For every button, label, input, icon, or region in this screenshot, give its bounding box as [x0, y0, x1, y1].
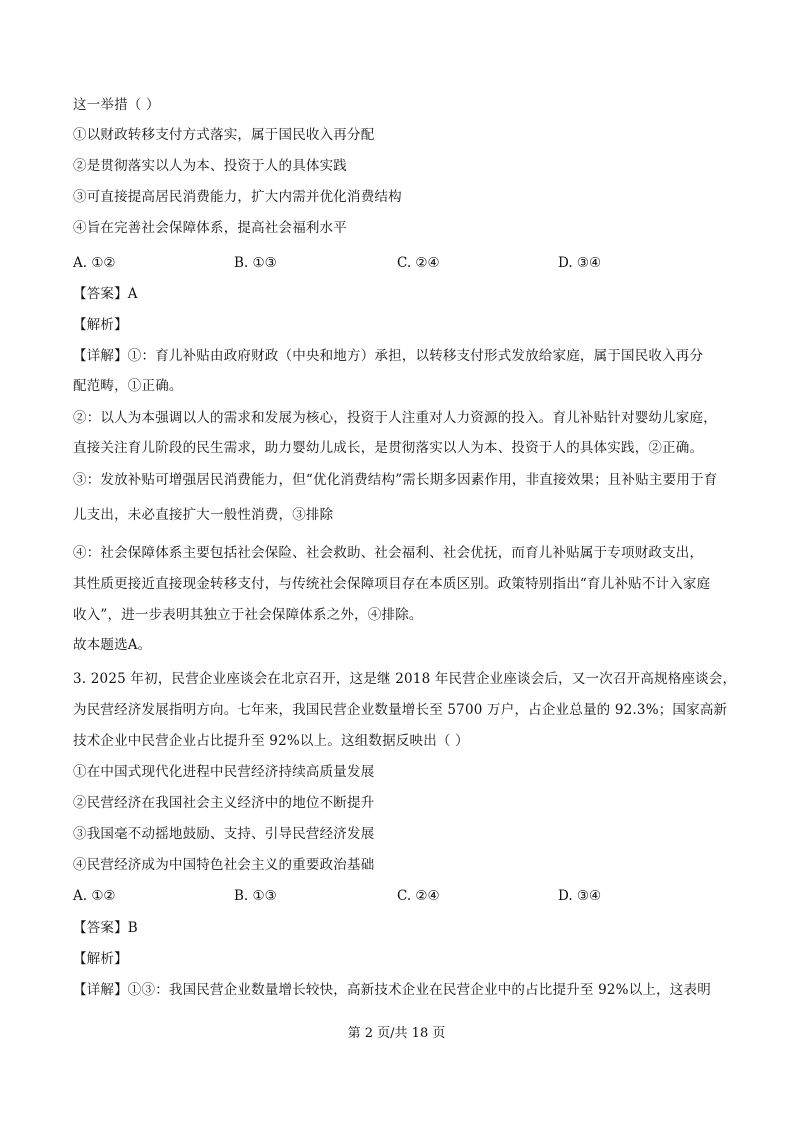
q2-detail-line: 其性质更接近直接现金转移支付，与传统社会保障项目存在本质区别。政策特别指出“育儿补贴不计入家庭 [73, 576, 711, 592]
page-number: 第 2 页/共 18 页 [347, 1026, 446, 1041]
q2-option-c: C. ②④ [397, 255, 440, 271]
q2-item-3: ③可直接提高居民消费能力，扩大内需并优化消费结构 [73, 189, 402, 205]
q3-item-2: ②民营经济在我国社会主义经济中的地位不断提升 [73, 795, 375, 811]
q2-option-a: A. ①② [73, 255, 116, 271]
q3-analysis-label: 【解析】 [73, 951, 128, 967]
q2-detail-line: ④：社会保障体系主要包括社会保险、社会救助、社会福利、社会优抚，而育儿补贴属于专项财政支出， [73, 545, 704, 561]
q2-option-d: D. ③④ [558, 255, 602, 271]
q2-analysis-label: 【解析】 [73, 317, 128, 333]
q2-option-b: B. ①③ [234, 255, 277, 271]
q2-stem-tail: 这一举措（ ） [73, 97, 160, 113]
q2-detail-line: 儿支出，未必直接扩大一般性消费，③排除 [73, 507, 334, 523]
q2-detail-line: 收入”，进一步表明其独立于社会保障体系之外，④排除。 [73, 607, 423, 623]
q3-item-4: ④民营经济成为中国特色社会主义的重要政治基础 [73, 857, 375, 873]
q3-option-a: A. ①② [73, 888, 116, 904]
q3-item-1: ①在中国式现代化进程中民营经济持续高质量发展 [73, 764, 375, 780]
q2-item-4: ④旨在完善社会保障体系，提高社会福利水平 [73, 220, 347, 236]
q3-stem-line: 3. 2025 年初，民营企业座谈会在北京召开，这是继 2018 年民营企业座谈会后，又一次召开高规格座谈会， [73, 671, 737, 687]
q3-option-d: D. ③④ [558, 888, 602, 904]
q2-item-1: ①以财政转移支付方式落实，属于国民收入再分配 [73, 127, 375, 143]
q3-option-c: C. ②④ [397, 888, 440, 904]
q3-stem-line: 为民营经济发展指明方向。七年来，我国民营企业数量增长至 5700 万户，占企业总量的 92.3%；国家高新 [73, 702, 728, 718]
q3-item-3: ③我国毫不动摇地鼓励、支持、引导民营经济发展 [73, 826, 375, 842]
q2-answer: 【答案】A [73, 286, 138, 302]
q2-detail-line: 直接关注育儿阶段的民生需求，助力婴幼儿成长，是贯彻落实以人为本、投资于人的具体实践，②正确。 [73, 440, 704, 456]
q2-detail-line: 【详解】①：育儿补贴由政府财政（中央和地方）承担，以转移支付形式发放给家庭，属于国民收入再分 [73, 348, 704, 364]
q2-detail-line: ③：发放补贴可增强居民消费能力，但“优化消费结构”需长期多因素作用，非直接效果；且补贴主要用于育 [73, 472, 718, 488]
q3-answer: 【答案】B [73, 920, 138, 936]
q2-conclusion: 故本题选A。 [73, 637, 152, 653]
q3-detail-line: 【详解】①③：我国民营企业数量增长较快，高新技术企业在民营企业中的占比提升至 92%以上，这表明 [73, 982, 711, 998]
q2-detail-line: 配范畴，①正确。 [73, 378, 183, 394]
q2-detail-line: ②：以人为本强调以人的需求和发展为核心，投资于人注重对人力资源的投入。育儿补贴针对婴幼儿家庭， [73, 410, 717, 426]
q3-option-b: B. ①③ [234, 888, 277, 904]
q3-stem-line: 技术企业中民营企业占比提升至 92%以上。这组数据反映出（ ） [73, 733, 469, 749]
q2-item-2: ②是贯彻落实以人为本、投资于人的具体实践 [73, 158, 347, 174]
